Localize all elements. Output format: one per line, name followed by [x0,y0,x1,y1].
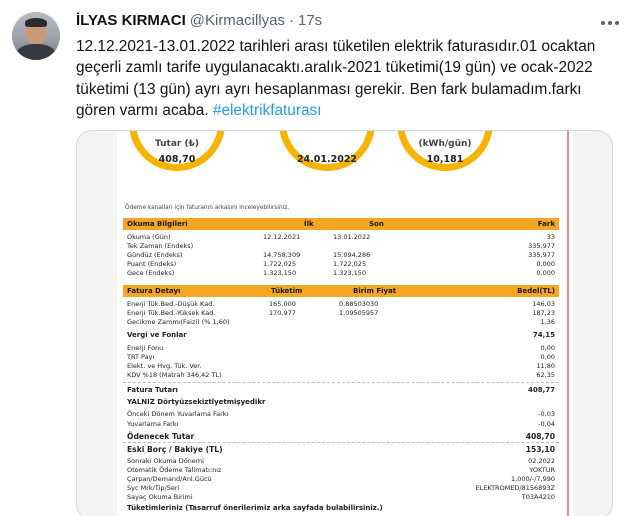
bill-duedate-value: 24.01.2022 [296,154,358,165]
reading-cell: 13.01.2022 [333,233,371,241]
detail-header [123,285,559,297]
reading-row [123,233,559,242]
reading-cell: Tek Zaman (Endeks) [127,242,194,250]
yalniz-row [123,398,559,407]
reading-cell: Gündüz (Endeks) [127,251,183,259]
bill-consumption-value: 10,181 [426,154,464,165]
detail-row [123,309,559,318]
bill-amount-value: 408,70 [158,154,196,165]
detail-cell: 1,09505957 [339,309,379,317]
yuvarlama-cell: -0,03 [538,410,555,418]
bill-image [117,131,573,516]
odenecek-label: Ödenecek Tutar [127,432,195,441]
reading-cell: 1.323,150 [263,269,297,277]
fatura-tutari-value: 408,77 [527,386,555,394]
info-row [123,484,559,493]
info-cell: 1,000/-/7,990 [511,475,555,483]
vergi-cell: 0,00 [540,344,555,352]
detail-row [123,300,559,309]
vergi-cell: 0,00 [540,353,555,361]
reading-cell: 12.12.2021 [263,233,301,241]
fatura-tutari-label: Fatura Tutarı [127,386,178,394]
yuvarlama-row [123,420,559,429]
detail-cell: Enerji Tük.Bed.-Yüksek Kad. [127,309,216,317]
tweet-media[interactable] [76,130,613,516]
reading-cell: 15.094,286 [333,251,371,259]
vergi-cell: 62,35 [536,371,555,379]
info-cell: Sonraki Okuma Dönemi [127,457,204,465]
odenecek-row [123,432,559,441]
reading-cell: 0,000 [536,269,555,277]
reading-cell: Okuma (Gün) [127,233,171,241]
tweet-text [76,36,616,122]
detail-cell: Gecikme Zammı(Faizi) (% 1,60) [127,318,230,326]
info-row [123,475,559,484]
vergi-cell: KDV %18 (Matrah 346,42 TL) [127,371,222,379]
info-cell: YOKTUR [529,466,555,474]
vergi-row [123,344,559,353]
vergi-value: 74,15 [532,331,555,339]
info-cell: T03A4210 [521,493,555,501]
reading-row [123,242,559,251]
eski-borc-label: Eski Borç / Bakiye (TL) [127,445,223,454]
vergi-cell: Elekt. ve Hvg. Tük. Ver. [127,362,202,370]
reading-cell: 335,977 [528,251,555,259]
detail-col-3: Bedel(TL) [517,287,555,295]
bill-amount-label: Tutar (₺) [155,139,199,149]
info-cell: 02.2022 [528,457,555,465]
vergi-total-row [123,331,559,340]
reading-cell: 1.722,025 [333,260,367,268]
info-cell: Otomatik Ödeme Talimatı:nız [127,466,222,474]
avatar-body [16,44,56,60]
fatura-tutari-row [123,386,559,395]
bill-consumption-circle [397,130,493,171]
vergi-row [123,362,559,371]
avatar-hair [25,18,47,27]
info-cell: Çarpan/Demand/Anl.Gücü [127,475,212,483]
avatar[interactable] [12,12,60,60]
payment-note: Ödeme kanalları için faturanın arkasını inceleyebilirsiniz. [125,205,290,211]
hashtag-link[interactable]: #elektrikfaturası [212,102,322,120]
yuvarlama-row [123,410,559,419]
bill-edge-line [567,131,569,516]
timestamp[interactable]: 17s [298,12,323,29]
yuvarlama-cell: -0,04 [538,420,555,428]
display-name[interactable]: İLYAS KIRMACI [76,12,186,29]
footer-row [123,504,559,513]
bill-consumption-label: (kWh/gün) [418,139,472,149]
bill-duedate-circle [279,130,375,171]
detail-col-2: Birim Fiyat [353,287,397,295]
detail-cell: 187,23 [532,309,555,317]
detail-cell: 1,36 [540,318,555,326]
yuvarlama-cell: Önceki Dönem Yuvarlama Farkı [127,410,229,418]
yalniz-text: YALNIZ Dörtyüzsekiztlyetmişyedikr [127,398,266,406]
reading-col-1: İlk [304,220,314,228]
detail-col-0: Fatura Detayı [127,287,181,295]
odenecek-value: 408,70 [525,432,555,441]
reading-col-0: Okuma Bilgileri [127,220,188,228]
vergi-cell: 11,80 [536,362,555,370]
vergi-label: Vergi ve Fonlar [127,331,187,339]
info-row [123,493,559,502]
detail-row [123,318,559,327]
vergi-cell: Enerji Fonu [127,344,164,352]
reading-row [123,251,559,260]
info-cell: ELEKTROMED/8156893Z [475,484,555,492]
vergi-row [123,353,559,362]
detail-cell: 165,000 [269,300,296,308]
reading-row [123,269,559,278]
detail-cell: Enerji Tük.Bed.-Düşük Kad. [127,300,215,308]
reading-cell: 1.722,025 [263,260,297,268]
reading-cell: 1.323,150 [333,269,367,277]
reading-row [123,260,559,269]
more-options-icon[interactable] [599,12,621,34]
reading-cell: 33 [546,233,555,241]
tweet-body: 12.12.2021-13.01.2022 tarihleri arası tüketilen elektrik faturasıdır.01 ocaktan geçerli zamlı tarife uygulanacaktı.aralık-2021 tüketimi(19 gün) ve ocak-2022 tüketimi (13 gün) ayrı ayrı hesaplanması gerekir. Ben fark bulamadım.farkı gören varmı acaba. [76,38,596,120]
reading-col-2: Son [369,220,384,228]
reading-cell: 0,000 [536,260,555,268]
detail-col-1: Tüketim [271,287,303,295]
bill-amount-circle [129,130,225,171]
reading-header [123,218,559,230]
info-row [123,457,559,466]
reading-cell: Puant (Endeks) [127,260,177,268]
footer-text: Tüketimleriniz (Tasarruf önerilerimiz arka sayfada bulabilirsiniz.) [127,504,383,512]
reading-cell: Gece (Endeks) [127,269,175,277]
eski-borc-value: 153,10 [525,445,555,454]
vergi-cell: TRT Payı [127,353,155,361]
eski-borc-row [123,445,559,454]
info-cell: Syc Mrk/Tip/Seri [127,484,180,492]
detail-cell: 170,977 [269,309,296,317]
divider [123,382,559,383]
detail-cell: 146,03 [532,300,555,308]
info-row [123,466,559,475]
vergi-row [123,371,559,380]
reading-col-3: Fark [537,220,555,228]
separator-dot: · [289,12,294,29]
reading-cell: 335,977 [528,242,555,250]
yuvarlama-cell: Yuvarlama Farkı [127,420,179,428]
info-cell: Sayaç Okuma Birimi [127,493,193,501]
tweet-header [76,12,322,32]
reading-cell: 14.758,309 [263,251,301,259]
divider [123,442,559,443]
user-handle[interactable]: @Kirmacillyas [189,12,285,29]
detail-cell: 0,88503030 [339,300,379,308]
